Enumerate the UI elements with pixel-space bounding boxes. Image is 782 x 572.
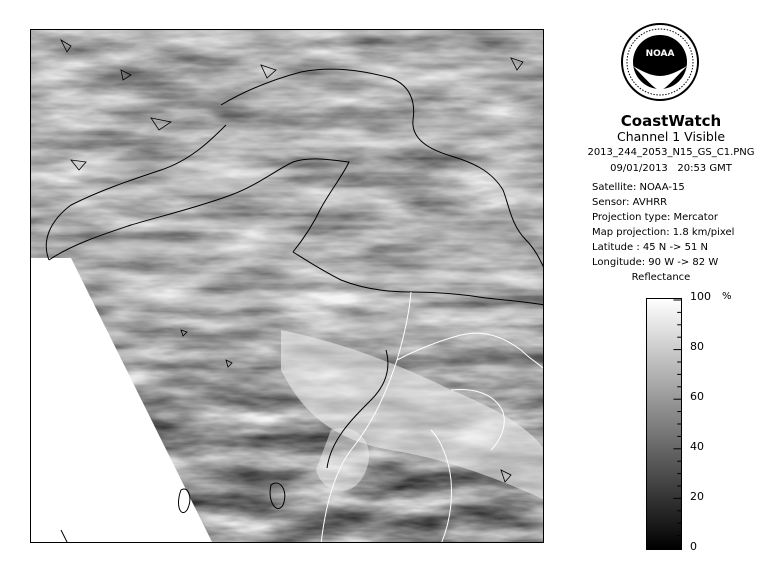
colorbar-tick-label: 0	[690, 540, 697, 553]
channel: Channel 1 Visible	[616, 129, 726, 144]
sensor: Sensor: AVHRR	[592, 197, 668, 208]
filename: 2013_244_2053_N15_GS_C1.PNG	[587, 147, 755, 158]
colorbar-label: Reflectance	[631, 272, 691, 283]
noaa-logo	[620, 20, 700, 104]
colorbar	[646, 298, 682, 550]
colorbar-tick-label: 60	[690, 390, 704, 403]
colorbar-tick-label: 20	[690, 490, 704, 503]
metadata-list	[592, 180, 734, 270]
datetime	[566, 163, 776, 174]
latitude: Latitude : 45 N -> 51 N	[592, 242, 708, 253]
colorbar-tick-label: 80	[690, 340, 704, 353]
colorbar-unit: %	[722, 291, 732, 302]
longitude: Longitude: 90 W -> 82 W	[592, 257, 719, 268]
colorbar-tick-label: 100	[690, 290, 711, 303]
noaa-logo-text: NOAA	[645, 49, 675, 59]
date: 09/01/2013	[610, 163, 668, 174]
colorbar-tick-label: 40	[690, 440, 704, 453]
time: 20:53 GMT	[677, 163, 732, 174]
map-projection: Map projection: 1.8 km/pixel	[592, 227, 735, 238]
title: CoastWatch	[620, 112, 722, 130]
projection: Projection type: Mercator	[592, 212, 718, 223]
satellite-image	[30, 29, 544, 543]
satellite: Satellite: NOAA-15	[592, 182, 685, 193]
